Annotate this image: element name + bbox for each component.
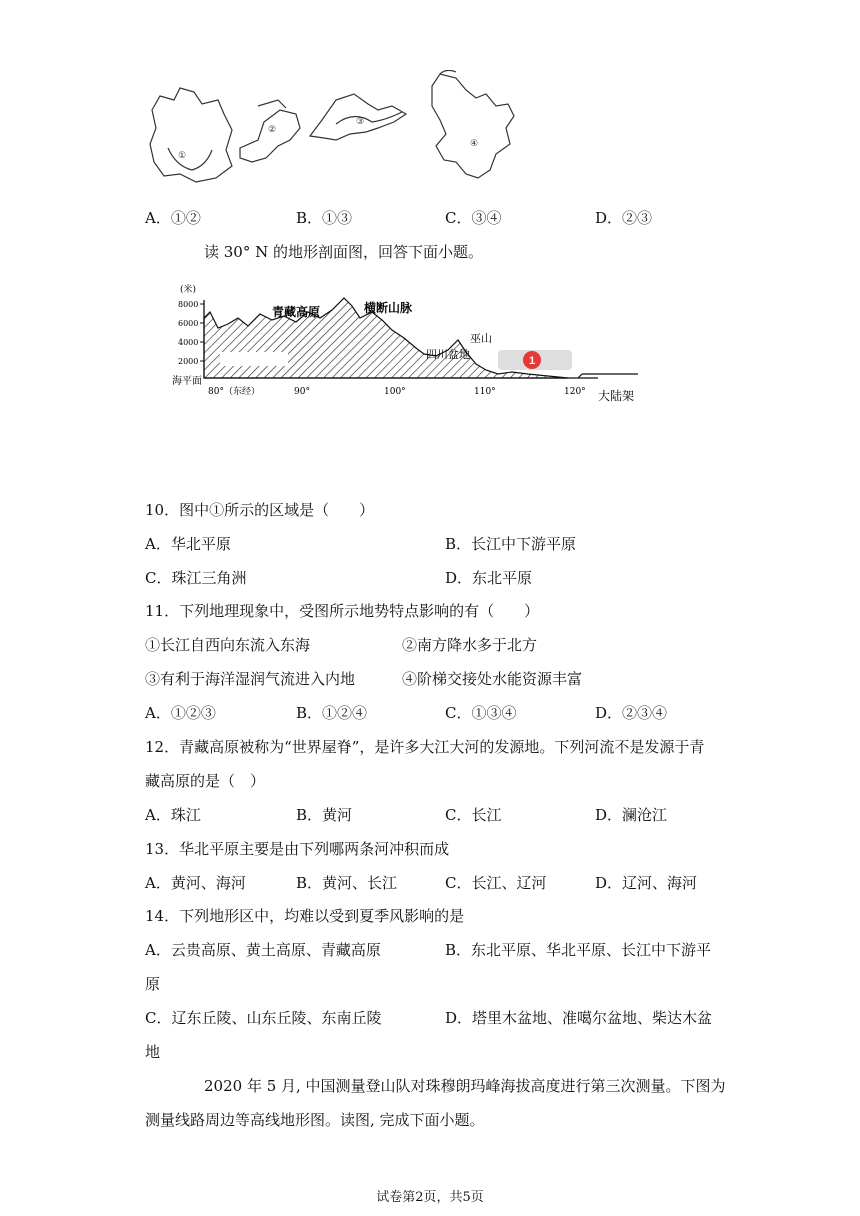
q12-option-a[interactable]: A．珠江 <box>145 806 201 824</box>
q12-stem-line2: 藏高原的是（ ） <box>145 772 266 790</box>
q13-stem: 13．华北平原主要是由下列哪两条河冲积而成 <box>145 840 450 858</box>
x-tick-80: 80°（东经） <box>208 387 260 397</box>
q11-option-b[interactable]: B．①②④ <box>296 704 368 722</box>
y-tick-4000: 4000 <box>178 338 199 347</box>
q9-option-a[interactable]: A．①② <box>145 209 201 227</box>
map-label-2: ② <box>268 125 277 135</box>
q11-option-a[interactable]: A．①②③ <box>145 704 216 722</box>
everest-intro-line1: 2020 年 5 月, 中国测量登山队对珠穆朗玛峰海拔高度进行第三次测量。下图为 <box>204 1077 726 1095</box>
label-qinghai-tibet: 青藏高原 <box>272 305 321 319</box>
q11-item-1: ①长江自西向东流入东海 <box>145 636 311 654</box>
q14-option-d[interactable]: D．塔里木盆地、准噶尔盆地、柴达木盆 <box>445 1009 713 1027</box>
q13-option-a[interactable]: A．黄河、海河 <box>145 874 246 892</box>
q9-option-b[interactable]: B．①③ <box>296 209 353 227</box>
label-sichuan: 四川盆地 <box>426 348 470 361</box>
y-tick-2000: 2000 <box>178 357 199 366</box>
q11-stem: 11．下列地理现象中，受图所示地势特点影响的有（ ） <box>145 602 540 620</box>
q14-option-d-wrap: 地 <box>145 1043 161 1061</box>
marker-number: 1 <box>528 355 536 367</box>
q9-option-c[interactable]: C．③④ <box>445 209 502 227</box>
q13-option-d[interactable]: D．辽河、海河 <box>595 874 698 892</box>
q14-option-b-wrap: 原 <box>145 975 161 993</box>
terrain-profile-chart <box>168 270 648 410</box>
q14-option-c[interactable]: C．辽东丘陵、山东丘陵、东南丘陵 <box>145 1009 382 1027</box>
y-tick-8000: 8000 <box>178 300 199 309</box>
q12-option-c[interactable]: C．长江 <box>445 806 502 824</box>
label-hengduan: 横断山脉 <box>364 301 413 315</box>
q11-option-d[interactable]: D．②③④ <box>595 704 668 722</box>
everest-intro-line2: 测量线路周边等高线地形图。读图, 完成下面小题。 <box>145 1111 485 1129</box>
q12-stem-line1: 12．青藏高原被称为“世界屋脊”，是许多大江大河的发源地。下列河流不是发源于青 <box>145 738 705 756</box>
x-tick-110: 110° <box>474 387 496 397</box>
q11-item-2: ②南方降水多于北方 <box>402 636 538 654</box>
q9-option-d[interactable]: D．②③ <box>595 209 653 227</box>
q10-option-d[interactable]: D．东北平原 <box>445 569 533 587</box>
q10-option-a[interactable]: A．华北平原 <box>145 535 231 553</box>
map-label-1: ① <box>178 151 187 161</box>
label-wushan: 巫山 <box>470 332 492 345</box>
map-label-3: ③ <box>356 117 365 127</box>
q13-option-c[interactable]: C．长江、辽河 <box>445 874 547 892</box>
q14-option-b[interactable]: B．东北平原、华北平原、长江中下游平 <box>445 941 712 959</box>
y-tick-6000: 6000 <box>178 319 199 328</box>
q14-option-a[interactable]: A．云贵高原、黄土高原、青藏高原 <box>145 941 381 959</box>
q10-option-c[interactable]: C．珠江三角洲 <box>145 569 247 587</box>
province-outline-maps <box>140 70 580 192</box>
q12-option-d[interactable]: D．澜沧江 <box>595 806 668 824</box>
label-shelf: 大陆架 <box>598 389 635 403</box>
q11-item-4: ④阶梯交接处水能资源丰富 <box>402 670 583 688</box>
q11-option-c[interactable]: C．①③④ <box>445 704 517 722</box>
x-tick-90: 90° <box>294 387 310 397</box>
q11-item-3: ③有利于海洋湿润气流进入内地 <box>145 670 356 688</box>
q12-option-b[interactable]: B．黄河 <box>296 806 353 824</box>
page-footer: 试卷第2页，共5页 <box>376 1190 484 1205</box>
y-unit: (米) <box>180 285 197 295</box>
profile-intro: 读 30° N 的地形剖面图，回答下面小题。 <box>204 243 484 261</box>
sea-level-label: 海平面 <box>172 376 202 387</box>
q14-stem: 14．下列地形区中，均难以受到夏季风影响的是 <box>145 907 465 925</box>
x-tick-100: 100° <box>384 387 406 397</box>
q10-option-b[interactable]: B．长江中下游平原 <box>445 535 577 553</box>
q13-option-b[interactable]: B．黄河、长江 <box>296 874 398 892</box>
map-label-4: ④ <box>470 139 479 149</box>
x-tick-120: 120° <box>564 387 586 397</box>
q10-stem: 10．图中①所示的区域是（ ） <box>145 501 375 519</box>
